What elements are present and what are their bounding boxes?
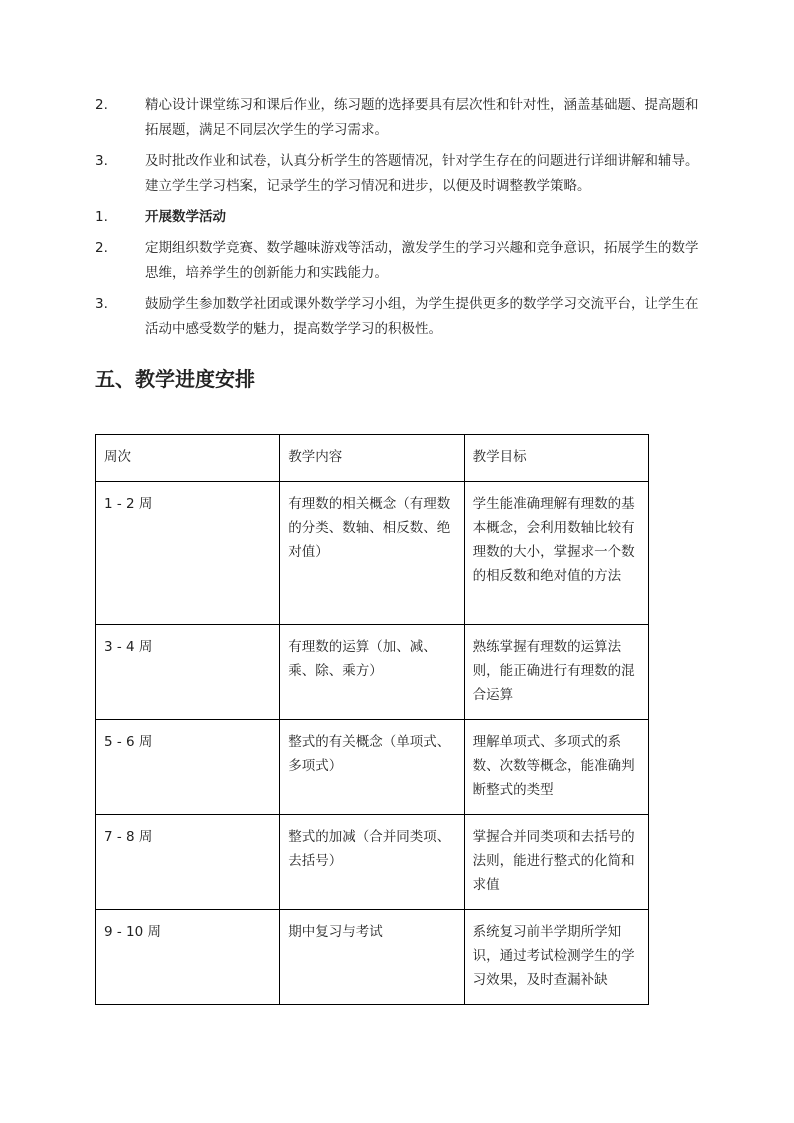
list-number: 3. [95, 153, 108, 169]
table-cell-goal: 理解单项式、多项式的系数、次数等概念，能准确判断整式的类型 [464, 720, 648, 815]
table-header-cell: 周次 [96, 435, 280, 482]
table-header-cell: 教学内容 [280, 435, 464, 482]
list-item [95, 236, 715, 286]
list-number: 2. [95, 240, 108, 256]
table-row [96, 482, 649, 625]
table-cell-goal: 系统复习前半学期所学知识，通过考试检测学生的学习效果，及时查漏补缺 [464, 910, 648, 1005]
table-row [96, 720, 649, 815]
list-text: 定期组织数学竞赛、数学趣味游戏等活动，激发学生的学习兴趣和竞争意识，拓展学生的数学思维，培养学生的创新能力和实践能力。 [145, 240, 699, 281]
list-text: 开展数学活动 [145, 209, 226, 225]
table-cell-goal: 掌握合并同类项和去括号的法则，能进行整式的化简和求值 [464, 815, 648, 910]
list-item [95, 93, 715, 143]
list-text: 精心设计课堂练习和课后作业，练习题的选择要具有层次性和针对性，涵盖基础题、提高题和拓展题，满足不同层次学生的学习需求。 [145, 97, 699, 138]
list-text: 鼓励学生参加数学社团或课外数学学习小组，为学生提供更多的数学学习交流平台，让学生在活动中感受数学的魅力，提高数学学习的积极性。 [145, 296, 699, 337]
table-header-row [96, 435, 649, 482]
table-cell-week: 1 - 2 周 [96, 482, 280, 625]
table-row [96, 910, 649, 1005]
table-cell-week: 7 - 8 周 [96, 815, 280, 910]
table-row [96, 815, 649, 910]
list-number: 2. [95, 97, 108, 113]
list-text: 及时批改作业和试卷，认真分析学生的答题情况，针对学生存在的问题进行详细讲解和辅导。建立学生学习档案，记录学生的学习情况和进步，以便及时调整教学策略。 [145, 153, 699, 194]
table-cell-week: 9 - 10 周 [96, 910, 280, 1005]
table-cell-content: 整式的有关概念（单项式、多项式） [280, 720, 464, 815]
table-cell-content: 有理数的相关概念（有理数的分类、数轴、相反数、绝对值） [280, 482, 464, 625]
list-item [95, 149, 715, 199]
table-cell-content: 有理数的运算（加、减、乘、除、乘方） [280, 625, 464, 720]
table-cell-content: 整式的加减（合并同类项、去括号） [280, 815, 464, 910]
table-cell-week: 3 - 4 周 [96, 625, 280, 720]
list-number: 3. [95, 296, 108, 312]
schedule-table [95, 434, 649, 1005]
list-item-heading [95, 205, 715, 230]
table-cell-goal: 学生能准确理解有理数的基本概念，会利用数轴比较有理数的大小，掌握求一个数的相反数和绝对值的方法 [464, 482, 648, 625]
table-header-cell: 教学目标 [464, 435, 648, 482]
table-row [96, 625, 649, 720]
table-cell-content: 期中复习与考试 [280, 910, 464, 1005]
list-number: 1. [95, 209, 108, 225]
table-cell-week: 5 - 6 周 [96, 720, 280, 815]
table-cell-goal: 熟练掌握有理数的运算法则，能正确进行有理数的混合运算 [464, 625, 648, 720]
list-item [95, 292, 715, 342]
section-heading: 五、教学进度安排 [95, 367, 255, 391]
